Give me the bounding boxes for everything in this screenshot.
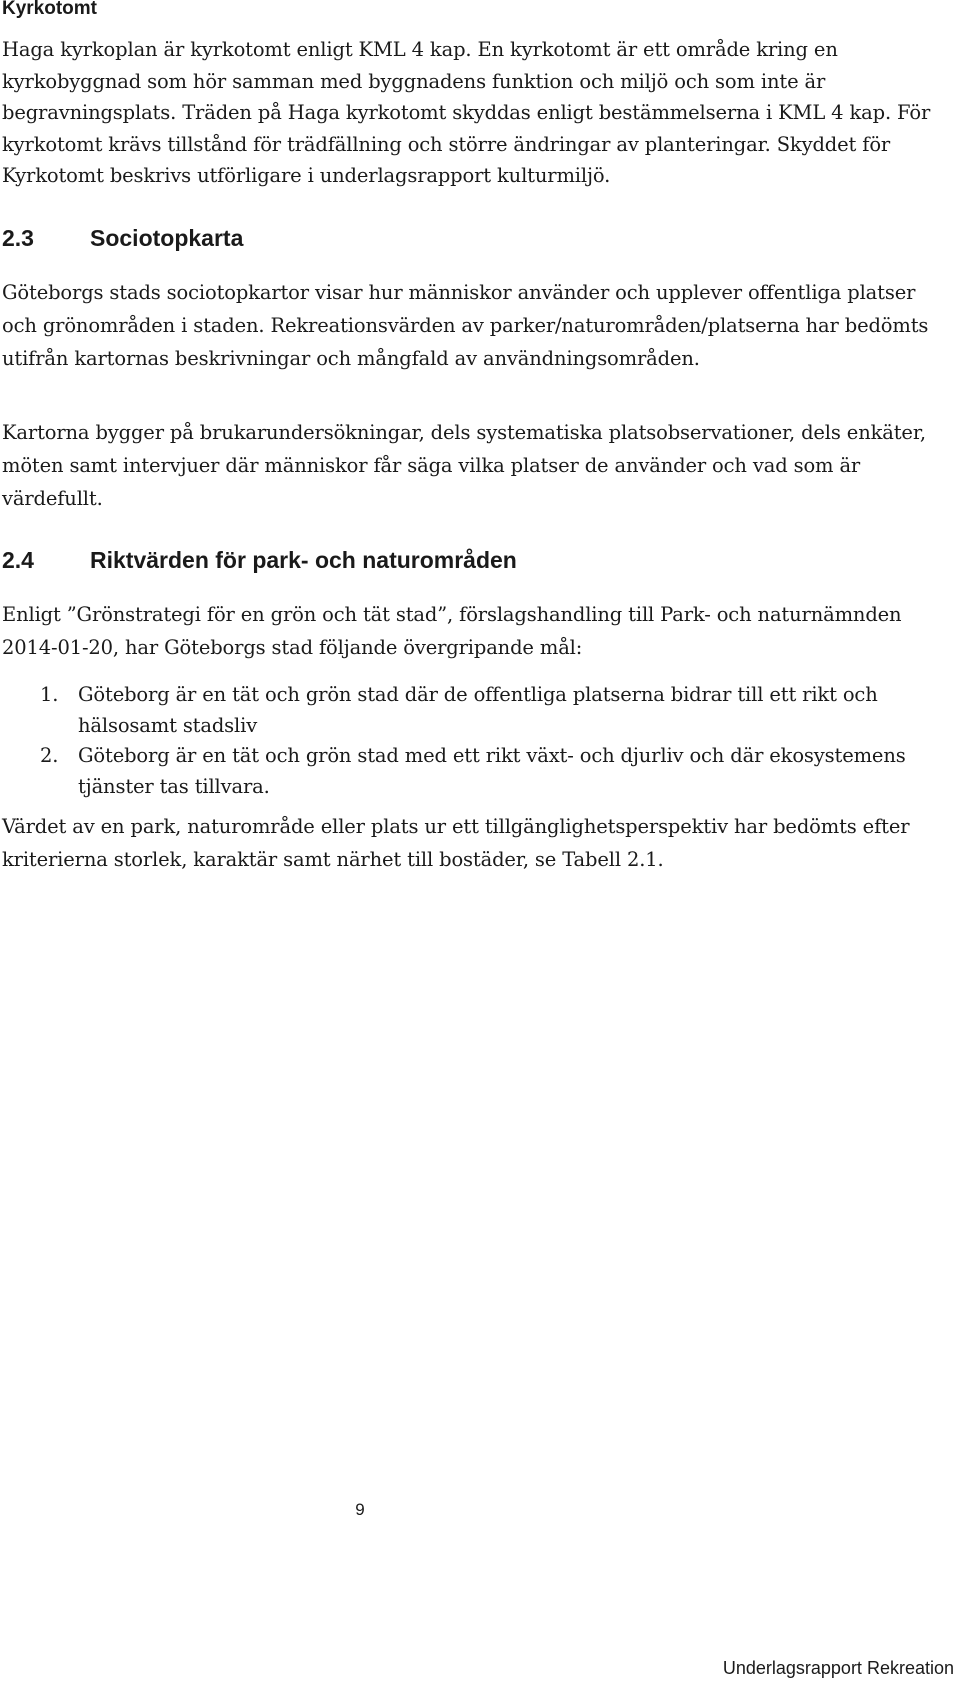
section-title: Riktvärden för park- och naturområden [90, 547, 517, 573]
section-2-4-heading [2, 546, 517, 574]
kyrkotomt-paragraph: Haga kyrkoplan är kyrkotomt enligt KML 4 kap. En kyrkotomt är ett område kring en kyrkobyggnad som hör samman med byggnadens funktion och miljö och som inte är begravningsplats. Träden på Haga kyrkotomt skyddas enligt bestämmelserna i KML 4 kap. För kyrkotomt krävs tillstånd för trädfällning och större ändringar av planteringar. Skyddet för Kyrkotomt beskrivs utförligare i underlagsrapport kulturmiljö. [2, 38, 931, 187]
sociotop-paragraph-2: Kartorna bygger på brukarundersökningar, dels systematiska platsobservationer, dels enkäter, möten samt intervjuer där människor får säga vilka platser de använder och vad som är värdefullt. [2, 421, 926, 510]
list-item [2, 741, 957, 802]
sociotop-paragraph-1: Göteborgs stads sociotopkartor visar hur människor använder och upplever offentliga platser och grönområden i staden. Rekreationsvärden av parker/naturområden/platserna har bedömts utifrån kartornas beskrivningar och mångfald av användningsområden. [2, 281, 929, 370]
list-item-text: Göteborg är en tät och grön stad med ett rikt växt- och djurliv och där ekosystemens tjänster tas tillvara. [78, 744, 906, 798]
list-item-text: Göteborg är en tät och grön stad där de offentliga platserna bidrar till ett rikt och hälsosamt stadsliv [78, 683, 878, 737]
section-number: 2.3 [2, 225, 34, 251]
list-marker: 1. [40, 683, 59, 706]
list-marker: 2. [40, 744, 59, 767]
riktvarden-closing: Värdet av en park, naturområde eller plats ur ett tillgänglighetsperspektiv har bedömts efter kriterierna storlek, karaktär samt närhet till bostäder, se Tabell 2.1. [2, 815, 910, 871]
section-2-3-heading [2, 224, 243, 252]
section-number: 2.4 [2, 547, 34, 573]
list-item [2, 680, 957, 741]
footer-text: Underlagsrapport Rekreation [722, 1658, 954, 1678]
page-number: 9 [355, 1500, 365, 1519]
riktvarden-intro: Enligt ”Grönstrategi för en grön och tät stad”, förslagshandling till Park- och naturnämnden 2014-01-20, har Göteborgs stad följande övergripande mål: [2, 603, 902, 659]
kyrkotomt-heading: Kyrkotomt [2, 0, 98, 19]
section-title: Sociotopkarta [90, 225, 244, 251]
goals-list [2, 680, 957, 802]
